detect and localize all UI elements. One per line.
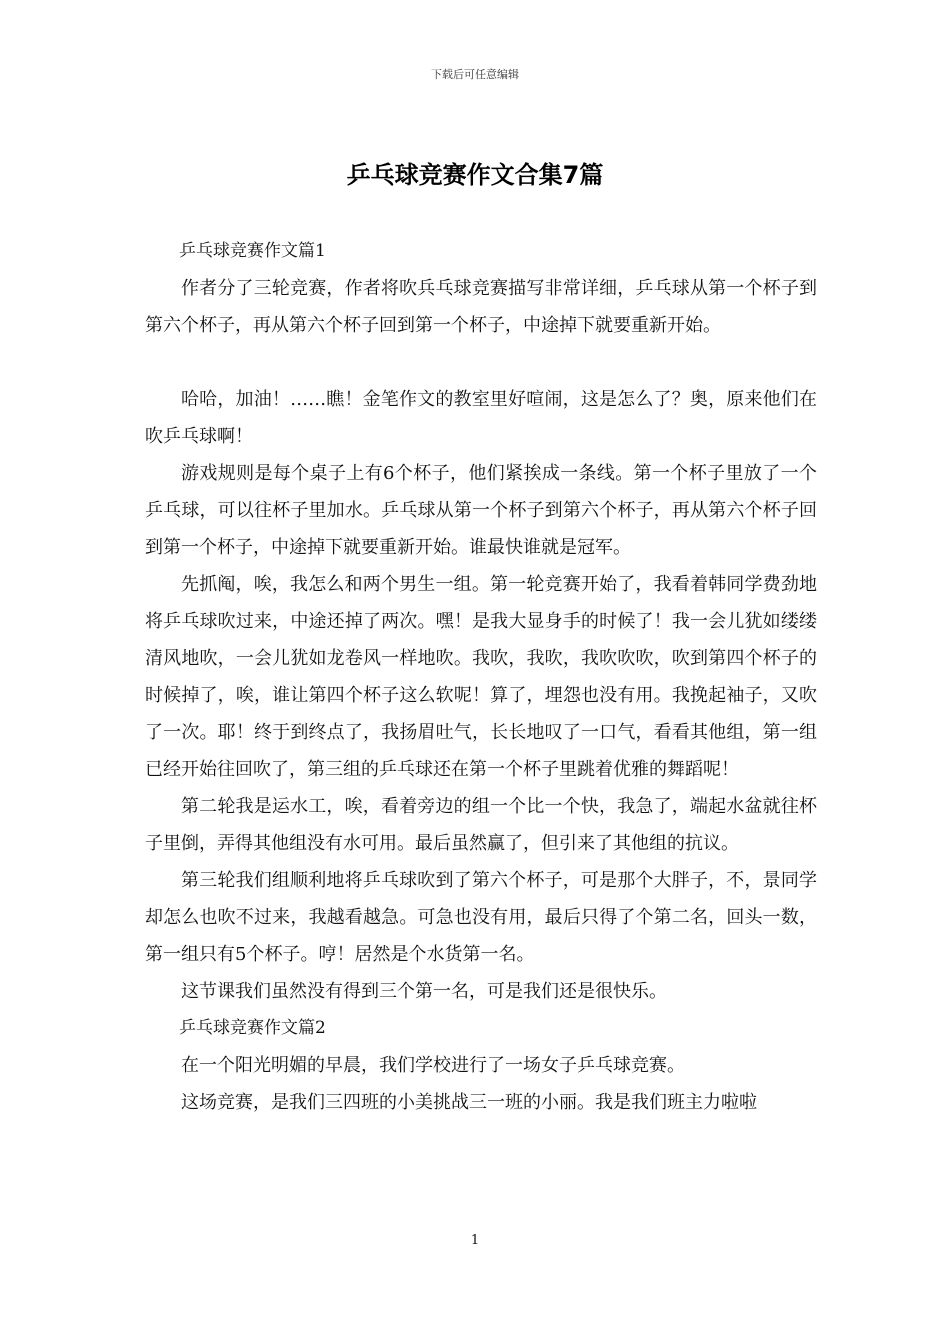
paragraph: 在一个阳光明媚的早晨，我们学校进行了一场女子乒乓球竞赛。 [181,1055,685,1076]
paragraph: 游戏规则是每个桌子上有6个杯子，他们紧挨成一条线。第一个杯子里放了一个乒乓球，可以往杯子里加水。乒乓球从第一个杯子到第六个杯子，再从第六个杯子回到第一个杯子，中途掉下就要重新开始。谁最快谁就是冠军。 [145,463,817,558]
section-heading: 乒乓球竞赛作文篇2 [179,1018,326,1038]
paragraph: 作者分了三轮竞赛，作者将吹兵乓球竞赛描写非常详细，乒乓球从第一个杯子到第六个杯子，再从第六个杯子回到第一个杯子，中途掉下就要重新开始。 [145,278,817,336]
paragraph: 先抓阄，唉，我怎么和两个男生一组。第一轮竞赛开始了，我看着韩同学费劲地将乒乓球吹过来，中途还掉了两次。嘿！是我大显身手的时候了！我一会儿犹如缕缕清风地吹，一会儿犹如龙卷风一样地吹。我吹，我吹，我吹吹吹，吹到第四个杯子的时候掉了，唉，谁让第四个杯子这么软呢！算了，埋怨也没有用。我挽起袖子，又吹了一次。耶！终于到终点了，我扬眉吐气，长长地叹了一口气，看看其他组，第一组已经开始往回吹了，第三组的乒乓球还在第一个杯子里跳着优雅的舞蹈呢！ [145,574,817,780]
paragraph: 这场竞赛，是我们三四班的小美挑战三一班的小丽。我是我们班主力啦啦 [181,1092,757,1113]
paragraph: 第二轮我是运水工，唉，看着旁边的组一个比一个快，我急了，端起水盆就往杯子里倒，弄得其他组没有水可用。最后虽然赢了，但引来了其他组的抗议。 [145,796,817,854]
document-body [145,233,817,1121]
document-title: 乒乓球竞赛作文合集7篇 [346,161,604,189]
blank-line [145,344,817,381]
page-number: 1 [470,1233,480,1248]
paragraph: 哈哈，加油！……瞧！金笔作文的教室里好喧闹，这是怎么了？奥，原来他们在吹乒乓球啊！ [145,389,817,447]
paragraph: 这节课我们虽然没有得到三个第一名，可是我们还是很快乐。 [181,981,667,1002]
section-heading: 乒乓球竞赛作文篇1 [179,241,326,261]
paragraph: 第三轮我们组顺利地将乒乓球吹到了第六个杯子，可是那个大胖子，不，景同学却怎么也吹不过来，我越看越急。可急也没有用，最后只得了个第二名，回头一数，第一组只有5个杯子。哼！居然是个水货第一名。 [145,870,817,965]
header-note: 下载后可任意编辑 [431,68,519,81]
